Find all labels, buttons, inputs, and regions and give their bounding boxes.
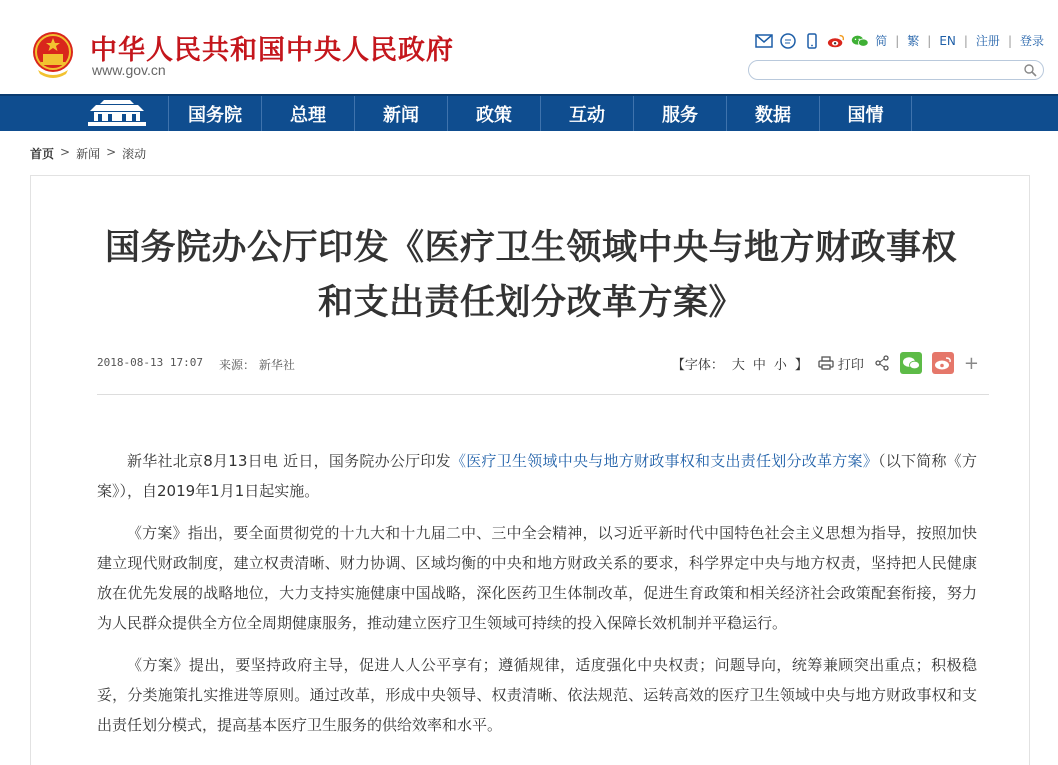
more-share-button[interactable]: + — [963, 352, 979, 374]
top-links — [755, 32, 1044, 49]
breadcrumb-rolling[interactable]: 滚动 — [122, 147, 147, 161]
nav-item-services[interactable]: 服务 — [633, 96, 726, 131]
wechat-icon — [902, 356, 920, 370]
chevron-right-icon: > — [60, 145, 71, 159]
link-separator: | — [895, 33, 900, 48]
register-link[interactable]: 注册 — [975, 34, 1000, 48]
article-container — [30, 175, 1030, 765]
font-size-selector — [672, 354, 808, 373]
wechat-icon[interactable] — [851, 33, 869, 49]
nav-item-interaction[interactable]: 互动 — [540, 96, 633, 131]
login-link[interactable]: 登录 — [1019, 34, 1044, 48]
lang-traditional-link[interactable]: 繁 — [907, 34, 920, 48]
share-weibo-button[interactable] — [932, 352, 954, 374]
weibo-icon[interactable] — [827, 33, 845, 49]
paragraph: 《方案》指出，要全面贯彻党的十九大和十九届二中、三中全会精神，以习近平新时代中国特色社会主义思想为指导，按照加快建立现代财政制度，建立权责清晰、财力协调、区域均衡的中央和地方财政关系的要求，科学界定中央与地方权责，坚持把人民健康放在优先发展的战略地位，大力支持实施健康中国战略，深化医药卫生体制改革，促进生育政策和相关经济社会政策配套衔接，努力为人民群众提供全方位全周期健康服务，推动建立医疗卫生领域可持续的投入保障长效机制并平稳运行。 — [97, 524, 977, 632]
home-gate-icon[interactable] — [84, 98, 150, 130]
paragraph-text: 新华社北京8月13日电 近日，国务院办公厅印发 — [127, 452, 451, 470]
meta-divider — [97, 394, 989, 395]
lang-simplified-link[interactable]: 简 — [875, 34, 888, 48]
lang-english-link[interactable]: EN — [939, 33, 956, 48]
share-wechat-button[interactable] — [900, 352, 922, 374]
print-label: 打印 — [837, 357, 864, 373]
weibo-icon — [934, 356, 952, 370]
nav-item-policy[interactable]: 政策 — [447, 96, 540, 131]
chevron-right-icon: > — [106, 145, 117, 159]
nav-item-state-council[interactable]: 国务院 — [168, 96, 261, 131]
article-body — [97, 446, 977, 752]
share-icon[interactable] — [874, 355, 890, 371]
site-title[interactable]: 中华人民共和国中央人民政府 — [90, 35, 454, 66]
site-url[interactable]: www.gov.cn — [92, 62, 166, 78]
paragraph — [97, 446, 977, 506]
source-info — [219, 356, 295, 373]
link-separator: | — [927, 33, 932, 48]
font-size-small-button[interactable]: 小 — [773, 357, 787, 373]
breadcrumb — [30, 145, 146, 162]
article-title: 国务院办公厅印发《医疗卫生领域中央与地方财政事权和支出责任划分改革方案》 — [104, 228, 957, 323]
mail-icon[interactable] — [755, 33, 773, 49]
breadcrumb-news[interactable]: 新闻 — [76, 147, 101, 161]
font-size-medium-button[interactable]: 中 — [752, 357, 766, 373]
nav-item-national-info[interactable]: 国情 — [819, 96, 912, 131]
source-label: 来源： — [218, 358, 255, 372]
national-emblem-icon[interactable] — [30, 30, 76, 80]
article-meta — [97, 356, 295, 373]
font-size-large-button[interactable]: 大 — [731, 357, 745, 373]
source-name: 新华社 — [258, 358, 295, 372]
breadcrumb-home[interactable]: 首页 — [30, 147, 55, 161]
publish-date: 2018-08-13 17:07 — [97, 356, 203, 369]
print-button[interactable] — [818, 354, 864, 373]
nav-item-premier[interactable]: 总理 — [261, 96, 354, 131]
link-separator: | — [963, 33, 968, 48]
search-input[interactable] — [748, 60, 1044, 80]
chat-icon[interactable] — [779, 33, 797, 49]
nav-item-news[interactable]: 新闻 — [354, 96, 447, 131]
paragraph-text: （以下简称《方案》），自2019年1月1日起实施。 — [97, 452, 977, 500]
article-tools — [672, 352, 979, 374]
main-nav — [0, 94, 1058, 131]
font-size-bracket: 】 — [794, 357, 808, 373]
font-size-label: 【字体： — [671, 357, 724, 373]
search-icon[interactable] — [1023, 63, 1037, 77]
mobile-icon[interactable] — [803, 33, 821, 49]
site-header — [0, 0, 1058, 94]
nav-item-data[interactable]: 数据 — [726, 96, 819, 131]
link-separator: | — [1007, 33, 1012, 48]
paragraph: 《方案》提出，要坚持政府主导，促进人人公平享有；遵循规律，适度强化中央权责；问题导向，统筹兼顾突出重点；积极稳妥，分类施策扎实推进等原则。通过改革，形成中央领导、权责清晰、依法规范、运转高效的医疗卫生领域中央与地方财政事权和支出责任划分模式，提高基本医疗卫生服务的供给效率和水平。 — [97, 656, 977, 734]
document-link[interactable]: 《医疗卫生领域中央与地方财政事权和支出责任划分改革方案》 — [450, 452, 878, 470]
printer-icon — [818, 356, 834, 370]
